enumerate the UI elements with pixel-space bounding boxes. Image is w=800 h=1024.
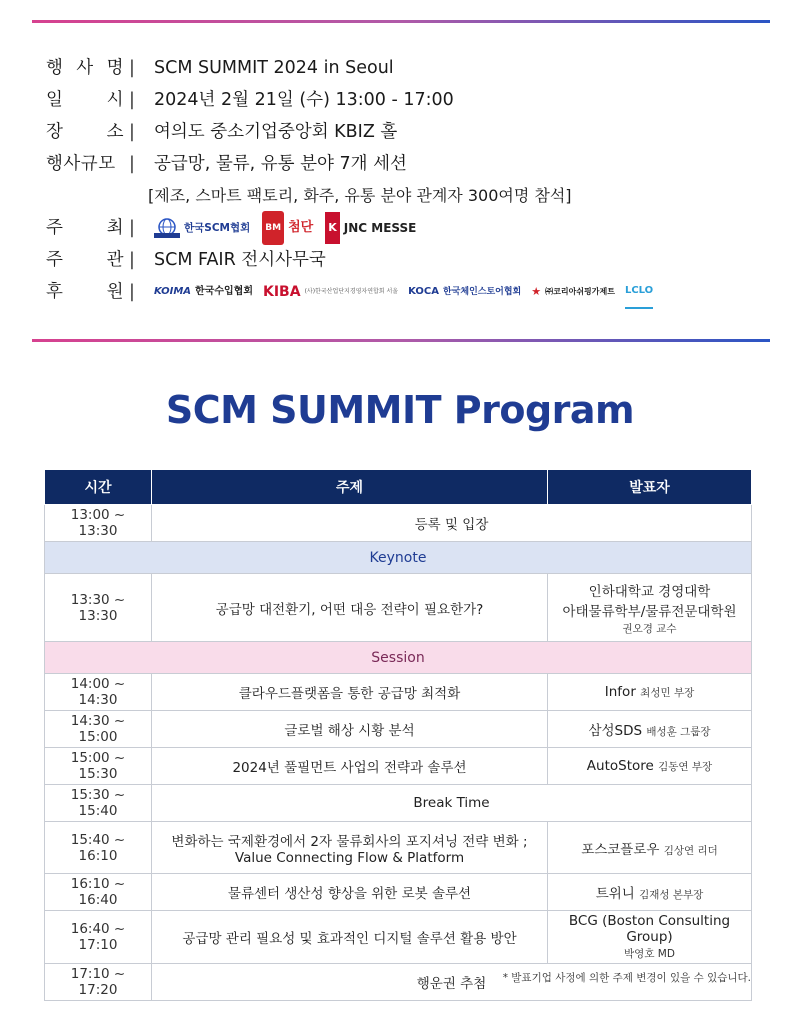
speaker-cell — [548, 674, 752, 711]
program-table — [44, 469, 752, 1001]
speaker-company: 삼성SDS — [588, 723, 643, 739]
event-name-value: SCM SUMMIT 2024 in Seoul — [154, 58, 394, 78]
event-date-row — [46, 84, 776, 116]
separator: | — [129, 154, 135, 174]
speaker-name: 김재성 본부장 — [639, 889, 704, 901]
speaker-company: AutoStore — [586, 758, 654, 774]
time-cell: 15:30 ~ 15:40 — [45, 785, 152, 822]
time-cell: 17:10 ~ 17:20 — [45, 964, 152, 1001]
topic-cell: 공급망 관리 필요성 및 효과적인 디지털 솔루션 활용 방안 — [152, 911, 548, 964]
table-row — [45, 542, 752, 574]
table-row — [45, 674, 752, 711]
topic-cell: 2024년 풀필먼트 사업의 전략과 솔루션 — [152, 748, 548, 785]
label-char: 주 — [46, 250, 64, 270]
event-place-label — [46, 116, 124, 148]
keynote-section-label: Keynote — [45, 542, 752, 574]
event-place-value: 여의도 중소기업중앙회 KBIZ 홀 — [154, 122, 398, 142]
topic-cell: 등록 및 입장 — [152, 505, 752, 542]
topic-cell: 클라우드플랫폼을 통한 공급망 최적화 — [152, 674, 548, 711]
label-char: 최 — [106, 218, 124, 238]
topic-cell: 물류센터 생산성 향상을 위한 로봇 솔루션 — [152, 874, 548, 911]
topic-cell: 글로벌 해상 시황 분석 — [152, 711, 548, 748]
header-time: 시간 — [45, 470, 152, 505]
time-cell: 15:40 ~ 16:10 — [45, 822, 152, 874]
host-label — [46, 212, 124, 244]
topic-cell: 행운권 추첨 — [152, 964, 752, 1001]
time-cell: 14:00 ~ 14:30 — [45, 674, 152, 711]
label-char: 소 — [106, 122, 124, 142]
host-logos — [154, 215, 416, 241]
lclo-mark: LCLO — [625, 275, 653, 309]
speaker-name: 박영호 MD — [624, 948, 675, 960]
koca-logo-text: 한국체인스토어협회 — [443, 287, 522, 297]
jnc-logo — [325, 212, 416, 244]
koima-logo-text: 한국수입협회 — [195, 286, 253, 297]
program-table-body — [45, 505, 752, 1001]
separator: | — [129, 218, 135, 238]
header-speaker: 발표자 — [548, 470, 752, 505]
table-row — [45, 911, 752, 964]
label-char: 시 — [106, 90, 124, 110]
table-row — [45, 785, 752, 822]
jnc-badge: K — [325, 212, 340, 244]
speaker-name: 배성훈 그룹장 — [646, 726, 711, 738]
label-char: 원 — [106, 282, 124, 302]
label-char: 사 — [76, 58, 94, 78]
label-char: 후 — [46, 282, 64, 302]
shipping-gazette-logo — [531, 276, 615, 308]
host-row — [46, 212, 776, 244]
speaker-company: 트위니 — [595, 886, 635, 902]
table-row — [45, 505, 752, 542]
speaker-name: 김동연 부장 — [658, 761, 713, 773]
separator: | — [129, 90, 135, 110]
kiba-logo-text: (사)한국산업단지경영자연합회 서울 — [304, 288, 399, 295]
event-name-label — [46, 52, 124, 84]
speaker-cell — [548, 574, 752, 642]
label-char: 관 — [106, 250, 124, 270]
table-row — [45, 574, 752, 642]
speaker-cell — [548, 711, 752, 748]
speaker-cell — [548, 911, 752, 964]
sponsor-logos — [154, 279, 653, 305]
shipping-gazette-logo-text: ㈜코리아쉬핑가제트 — [545, 287, 615, 296]
topic-cell: 공급망 대전환기, 어떤 대응 전략이 필요한가? — [152, 574, 548, 642]
event-date-label — [46, 84, 124, 116]
kscma-logo-text: 한국SCM협회 — [184, 222, 251, 234]
label-char: 행 — [46, 58, 64, 78]
koima-logo — [154, 276, 253, 308]
event-info — [46, 52, 776, 308]
separator: | — [129, 58, 135, 78]
event-scale-row — [46, 148, 776, 180]
koca-mark: KOCA — [408, 286, 439, 297]
sponsor-label — [46, 276, 124, 308]
time-cell: 16:40 ~ 17:10 — [45, 911, 152, 964]
speaker-name: 권오경 교수 — [622, 622, 677, 635]
koima-mark: KOIMA — [154, 286, 192, 297]
time-cell: 16:10 ~ 16:40 — [45, 874, 152, 911]
table-row — [45, 642, 752, 674]
top-divider — [32, 20, 770, 23]
session-section-label: Session — [45, 642, 752, 674]
koca-logo — [408, 276, 521, 308]
time-cell: 13:30 ~ 13:30 — [45, 574, 152, 642]
event-scale-label: 행사규모 — [46, 154, 116, 174]
event-date-value: 2024년 2월 21일 (수) 13:00 - 17:00 — [154, 90, 454, 110]
footnote: * 발표기업 사정에 의한 주제 변경이 있을 수 있습니다. — [502, 972, 751, 984]
speaker-name: 최성민 부장 — [640, 687, 695, 699]
speaker-cell — [548, 874, 752, 911]
bm-badge: BM — [262, 211, 284, 245]
bottom-divider — [32, 339, 770, 342]
topic-cell: Break Time — [152, 785, 752, 822]
time-cell: 13:00 ~ 13:30 — [45, 505, 152, 542]
speaker-company: 포스코플로우 — [581, 841, 660, 858]
organizer-value: SCM FAIR 전시사무국 — [154, 250, 326, 270]
speaker-company: 인하대학교 경영대학 아태물류학부/물류전문대학원 — [562, 583, 737, 620]
time-cell: 14:30 ~ 15:00 — [45, 711, 152, 748]
label-char: 일 — [46, 90, 64, 110]
event-scale-sub: [제조, 스마트 팩토리, 화주, 유통 분야 관계자 300여명 참석] — [148, 186, 572, 205]
header-topic: 주제 — [152, 470, 548, 505]
speaker-cell — [548, 822, 752, 874]
lclo-logo — [625, 275, 653, 309]
speaker-cell — [548, 748, 752, 785]
label-char: 장 — [46, 122, 64, 142]
jnc-logo-text: JNC MESSE — [343, 221, 417, 235]
bm-logo — [262, 211, 313, 245]
separator: | — [129, 250, 135, 270]
table-row — [45, 874, 752, 911]
globe-icon — [154, 218, 180, 238]
kiba-mark: KIBA — [263, 284, 301, 300]
separator: | — [129, 122, 135, 142]
table-row — [45, 748, 752, 785]
topic-cell: 변화하는 국제환경에서 2자 물류회사의 포지셔닝 전략 변화 ; Value Connecting Flow & Platform — [152, 822, 548, 874]
separator: | — [129, 282, 135, 302]
speaker-company: Infor — [604, 684, 636, 700]
label-char: 명 — [106, 58, 124, 78]
kscma-logo — [154, 212, 250, 244]
program-title: SCM SUMMIT Program — [165, 388, 635, 432]
event-scale-value: 공급망, 물류, 유통 분야 7개 세션 — [154, 154, 407, 174]
organizer-row — [46, 244, 776, 276]
bm-logo-text: 첨단 — [288, 220, 314, 235]
table-row — [45, 822, 752, 874]
table-row — [45, 711, 752, 748]
label-char: 주 — [46, 218, 64, 238]
table-header-row — [45, 470, 752, 505]
event-name-row — [46, 52, 776, 84]
kiba-logo — [263, 276, 398, 308]
speaker-company: BCG (Boston Consulting Group) — [568, 913, 731, 945]
star-icon: ★ — [531, 285, 542, 298]
speaker-name: 김상연 리더 — [663, 844, 718, 857]
event-scale-sub-row — [46, 180, 776, 212]
organizer-label — [46, 244, 124, 276]
sponsor-row — [46, 276, 776, 308]
event-place-row — [46, 116, 776, 148]
time-cell: 15:00 ~ 15:30 — [45, 748, 152, 785]
